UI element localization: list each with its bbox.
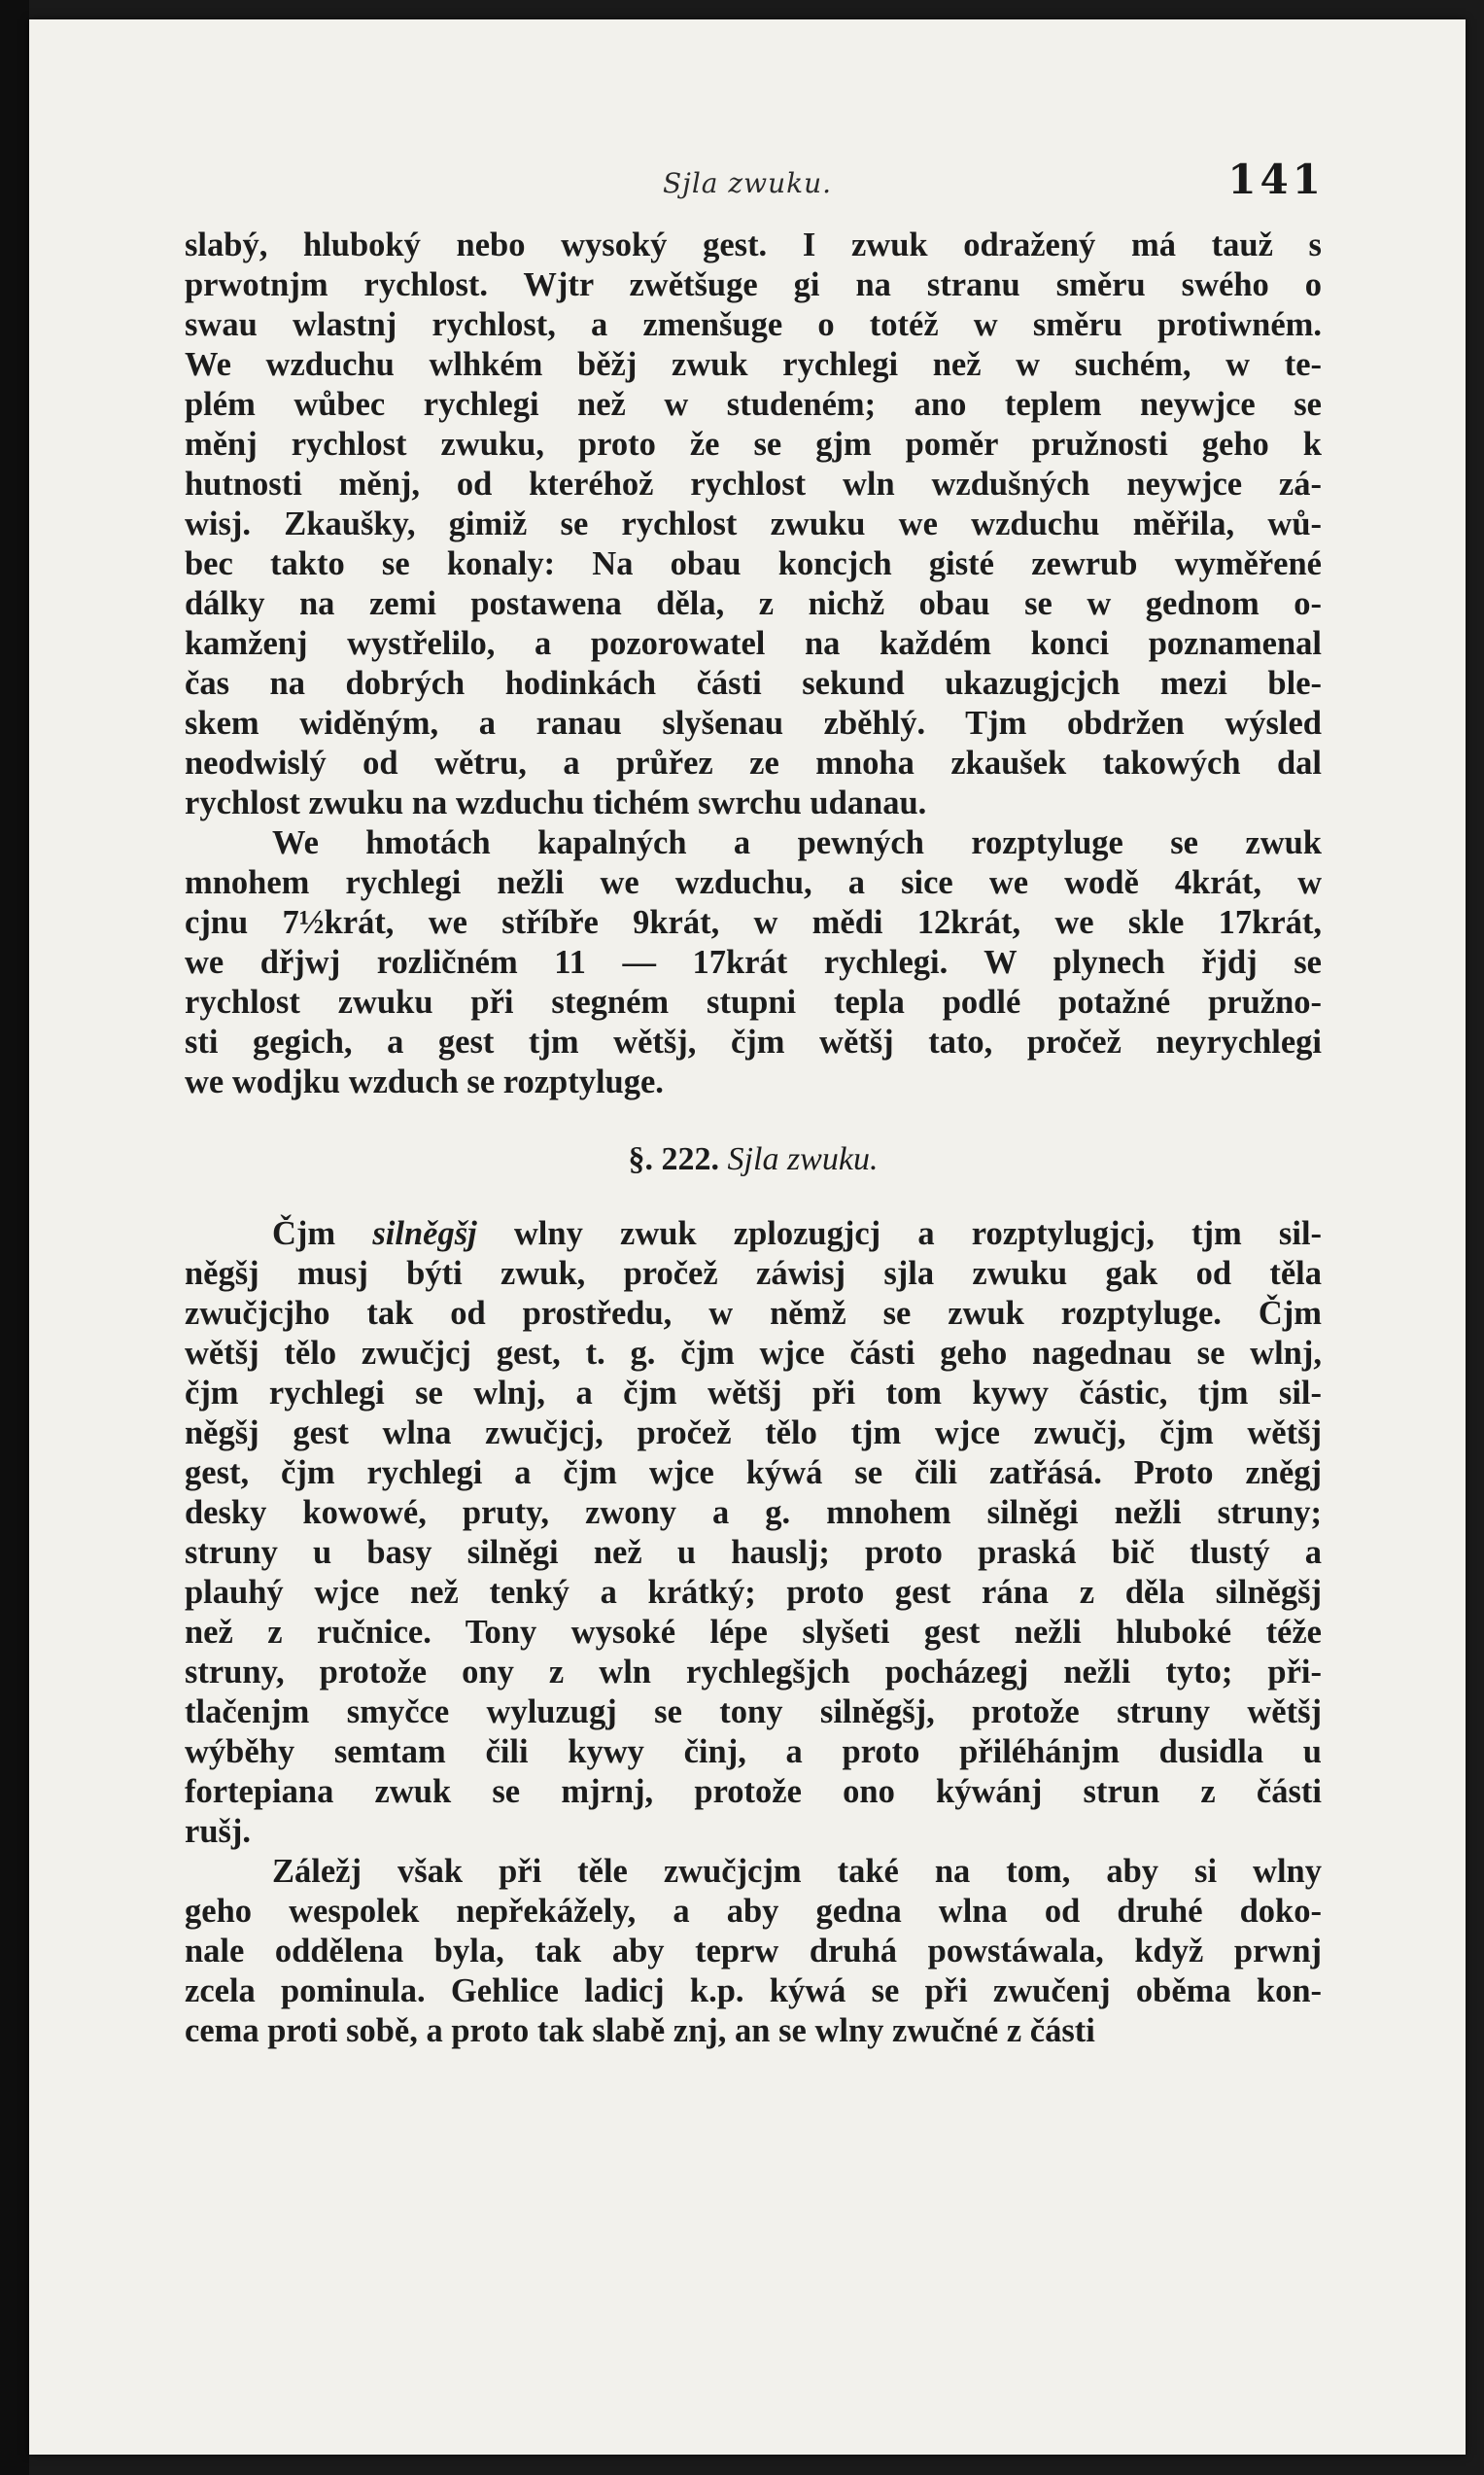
- text-line: we dřjwj rozličném 11 — 17krát rychlegi. W plynech řjdj se: [185, 944, 1322, 981]
- text-line: plauhý wjce než tenký a krátký; proto gest rána z děla silněgšj: [185, 1574, 1322, 1611]
- text-line: struny, protože ony z wln rychlegšjch pocházegj nežli tyto; při-: [185, 1654, 1322, 1691]
- text-line: we wodjku wzduch se rozptyluge.: [185, 1063, 664, 1100]
- text-line: Záležj však při těle zwučjcjm také na tom, aby si wlny: [272, 1853, 1322, 1890]
- text-line: We hmotách kapalných a pewných rozptyluge se zwuk: [272, 824, 1322, 861]
- text-line: tlačenjm smyčce wyluzugj se tony silněgšj, protože struny wětšj: [185, 1693, 1322, 1730]
- text-line: kamženj wystřelilo, a pozorowatel na každém konci poznamenal: [185, 625, 1322, 662]
- paragraph-4: [185, 1852, 1322, 2051]
- section-heading: [185, 1139, 1322, 1179]
- text-line: nale oddělena byla, tak aby teprw druhá powstáwala, když prwnj: [185, 1933, 1322, 1970]
- text-line: gest, čjm rychlegi a čjm wjce kýwá se čili zatřásá. Proto zněgj: [185, 1454, 1322, 1491]
- text-line: bec takto se konaly: Na obau koncjch gisté zewrub wyměřené: [185, 545, 1322, 582]
- first-word: Čjm: [272, 1215, 336, 1252]
- text-line: zcela pominula. Gehlice ladicj k.p. kýwá se při zwučenj oběma kon-: [185, 1972, 1322, 2009]
- emphasis-word: silněgšj: [372, 1215, 477, 1252]
- text-line: sti gegich, a gest tjm wětšj, čjm wětšj tato, pročež neyrychlegi: [185, 1024, 1322, 1061]
- paragraph-1: [185, 226, 1322, 823]
- text-line: dálky na zemi postawena děla, z nichž obau se w gednom o-: [185, 585, 1322, 622]
- paragraph-2: [185, 823, 1322, 1102]
- text-line: čjm rychlegi se wlnj, a čjm wětšj při tom kywy částic, tjm sil-: [185, 1375, 1322, 1412]
- text-line: měnj rychlost zwuku, proto že se gjm poměr pružnosti geho k: [185, 426, 1322, 463]
- text-line: prwotnjm rychlost. Wjtr zwětšuge gi na stranu směru swého o: [185, 266, 1322, 303]
- text-line: cema proti sobě, a proto tak slabě znj, an se wlny zwučné z části: [185, 2012, 1095, 2049]
- text-line: zwučjcjho tak od prostředu, w němž se zwuk rozptyluge. Čjm: [185, 1295, 1322, 1332]
- scan-border: [0, 0, 29, 2475]
- text-line: rychlost zwuku na wzduchu tichém swrchu udanau.: [185, 784, 927, 821]
- text-line: něgšj gest wlna zwučjcj, pročež tělo tjm wjce zwučj, čjm wětšj: [185, 1414, 1322, 1451]
- body-text: [185, 226, 1322, 2051]
- text-line: desky kowowé, pruty, zwony a g. mnohem silněgi nežli struny;: [185, 1494, 1322, 1531]
- text-line: swau wlastnj rychlost, a zmenšuge o totéž w směru protiwném.: [185, 306, 1322, 343]
- text-line: mnohem rychlegi nežli we wzduchu, a sice we wodě 4krát, w: [185, 864, 1322, 901]
- text-line: plém wůbec rychlegi než w studeném; ano teplem neywjce se: [185, 386, 1322, 423]
- page-number: 141: [1227, 156, 1325, 203]
- paragraph-3: [185, 1214, 1322, 1852]
- text-line: We wzduchu wlhkém běžj zwuk rychlegi než w suchém, w te-: [185, 346, 1322, 383]
- text-line: struny u basy silněgi než u hauslj; proto praská bič tlustý a: [185, 1534, 1322, 1571]
- text-line: cjnu 7½krát, we stříbře 9krát, w mědi 12krát, we skle 17krát,: [185, 904, 1322, 941]
- text-line: wýběhy semtam čili kywy činj, a proto přiléhánjm dusidla u: [185, 1733, 1322, 1770]
- running-title: Sjla zwuku.: [662, 167, 833, 199]
- page-header: [126, 146, 1368, 204]
- text-line: fortepiana zwuk se mjrnj, protože ono kýwánj strun z části: [185, 1773, 1322, 1810]
- text-line: neodwislý od wětru, a průřez ze mnoha zkaušek takowých dal: [185, 745, 1322, 782]
- text-line: wisj. Zkaušky, gimiž se rychlost zwuku we wzduchu měřila, wů-: [185, 505, 1322, 542]
- text-line: slabý, hluboký nebo wysoký gest. I zwuk odražený má tauž s: [185, 227, 1322, 263]
- text-line: než z ručnice. Tony wysoké lépe slyšeti gest nežli hluboké téže: [185, 1614, 1322, 1651]
- text-line: čas na dobrých hodinkách části sekund ukazugjcjch mezi ble-: [185, 665, 1322, 702]
- text-line: geho wespolek nepřekážely, a aby gedna wlna od druhé doko-: [185, 1893, 1322, 1930]
- text-line: wětšj tělo zwučjcj gest, t. g. čjm wjce části geho nagednau se wlnj,: [185, 1335, 1322, 1372]
- section-number: §. 222.: [628, 1141, 720, 1177]
- text-line: rychlost zwuku při stegném stupni tepla podlé potažné pružno-: [185, 984, 1322, 1021]
- book-page: [29, 19, 1466, 2455]
- text-line: [185, 1214, 1322, 1254]
- text-line: hutnosti měnj, od kteréhož rychlost wln wzdušných neywjce zá-: [185, 466, 1322, 503]
- text-line: rušj.: [185, 1813, 252, 1850]
- section-title: Sjla zwuku.: [727, 1141, 879, 1177]
- first-line-rest: wlny zwuk zplozugjcj a rozptylugjcj, tjm sil-: [513, 1215, 1323, 1252]
- text-line: skem widěným, a ranau slyšenau zběhlý. Tjm obdržen wýsled: [185, 705, 1322, 742]
- text-line: něgšj musj býti zwuk, pročež záwisj sjla zwuku gak od těla: [185, 1255, 1322, 1292]
